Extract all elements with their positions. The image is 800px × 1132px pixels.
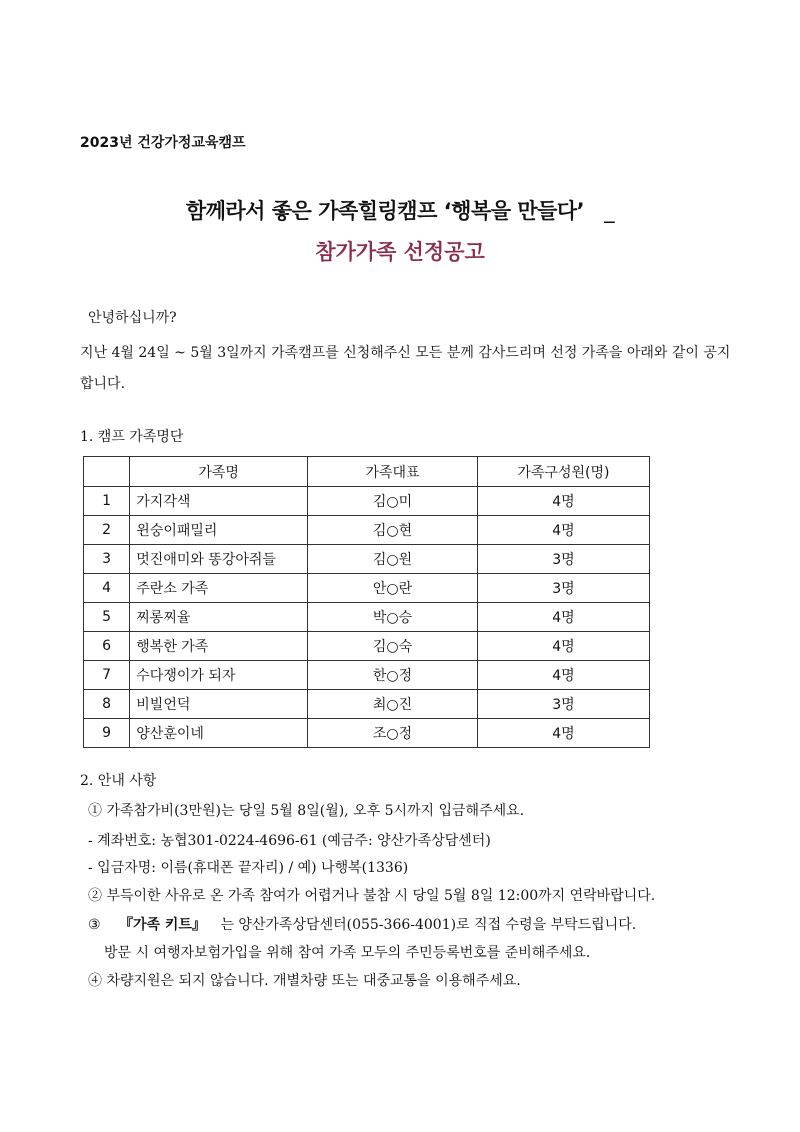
notice-item-transport: ④ 차량지원은 되지 않습니다. 개별차량 또는 대중교통을 이용해주세요.: [88, 973, 521, 989]
member-count: 3명: [477, 690, 649, 719]
row-number: 2: [84, 516, 130, 545]
table-row: [84, 690, 650, 719]
table-row: [84, 574, 650, 603]
member-count: 4명: [477, 516, 649, 545]
col-header-number: [84, 457, 130, 487]
table-header-row: [84, 457, 650, 487]
member-count: 4명: [477, 632, 649, 661]
page-title-text: 함께라서 좋은 가족힐링캠프 ‘행복을 만들다’: [185, 199, 585, 223]
family-name: 윈숭이패밀리: [130, 516, 308, 545]
col-header-member-count: 가족구성원(명): [477, 457, 649, 487]
member-count: 4명: [477, 661, 649, 690]
member-count: 4명: [477, 603, 649, 632]
notice-item-kit-insurance: 방문 시 여행자보험가입을 위해 참여 가족 모두의 주민등록번호를 준비해주세요.: [104, 945, 591, 961]
family-representative: 김○원: [308, 545, 478, 574]
notice-account-number: - 계좌번호: 농협301-0224-4696-61 (예금주: 양산가족상담센터): [88, 833, 491, 849]
family-kit-label: 『가족 키트』: [119, 917, 206, 933]
family-representative: 김○미: [308, 487, 478, 516]
family-name: 주란소 가족: [130, 574, 308, 603]
row-number: 1: [84, 487, 130, 516]
section-2-heading: 2. 안내 사항: [80, 773, 157, 789]
family-representative: 안○란: [308, 574, 478, 603]
greeting-text: 안녕하십니까?: [88, 310, 177, 326]
section-1-heading: 1. 캠프 가족명단: [80, 429, 184, 445]
row-number: 8: [84, 690, 130, 719]
family-representative: 조○정: [308, 719, 478, 748]
family-representative: 박○승: [308, 603, 478, 632]
notice-item-fee: ① 가족참가비(3만원)는 당일 5월 8일(월), 오후 5시까지 입금해주세요.: [88, 803, 525, 819]
col-header-family-name: 가족명: [130, 457, 308, 487]
table-row: [84, 661, 650, 690]
family-name: 수다쟁이가 되자: [130, 661, 308, 690]
intro-paragraph: 지난 4월 24일 ~ 5월 3일까지 가족캠프를 신청해주신 모든 분께 감사드리며 선정 가족을 아래와 같이 공지합니다.: [80, 345, 731, 392]
notice-item-absence: ② 부득이한 사유로 온 가족 참여가 어렵거나 불참 시 당일 5월 8일 12:00까지 연락바랍니다.: [88, 888, 656, 904]
row-number: 3: [84, 545, 130, 574]
table-row: [84, 487, 650, 516]
member-count: 4명: [477, 487, 649, 516]
family-name: 양산훈이네: [130, 719, 308, 748]
row-number: 5: [84, 603, 130, 632]
member-count: 3명: [477, 574, 649, 603]
family-representative: 김○현: [308, 516, 478, 545]
family-name: 찌롱찌율: [130, 603, 308, 632]
notice-item-kit-number: ③: [88, 917, 101, 933]
page-subtitle: 참가가족 선정공고: [315, 240, 485, 264]
member-count: 4명: [477, 719, 649, 748]
family-representative: 김○숙: [308, 632, 478, 661]
title-dash: _: [604, 199, 615, 223]
member-count: 3명: [477, 545, 649, 574]
family-representative: 최○진: [308, 690, 478, 719]
header-label: 2023년 건강가정교육캠프: [80, 135, 246, 151]
family-name: 가지각색: [130, 487, 308, 516]
table-row: [84, 719, 650, 748]
row-number: 4: [84, 574, 130, 603]
notice-depositor-name: - 입금자명: 이름(휴대폰 끝자리) / 예) 나행복(1336): [88, 860, 409, 876]
table-row: [84, 632, 650, 661]
family-list-table: [83, 456, 650, 748]
family-name: 행복한 가족: [130, 632, 308, 661]
table-row: [84, 516, 650, 545]
row-number: 6: [84, 632, 130, 661]
notice-item-kit: [88, 914, 636, 934]
page-title: [0, 195, 800, 225]
notice-item-kit-text: 는 양산가족상담센터(055-366-4001)로 직접 수령을 부탁드립니다.: [220, 917, 637, 933]
row-number: 9: [84, 719, 130, 748]
row-number: 7: [84, 661, 130, 690]
col-header-representative: 가족대표: [308, 457, 478, 487]
table-row: [84, 603, 650, 632]
family-name: 비빌언덕: [130, 690, 308, 719]
table-row: [84, 545, 650, 574]
family-representative: 한○정: [308, 661, 478, 690]
family-name: 멋진애미와 똥강아쥐들: [130, 545, 308, 574]
